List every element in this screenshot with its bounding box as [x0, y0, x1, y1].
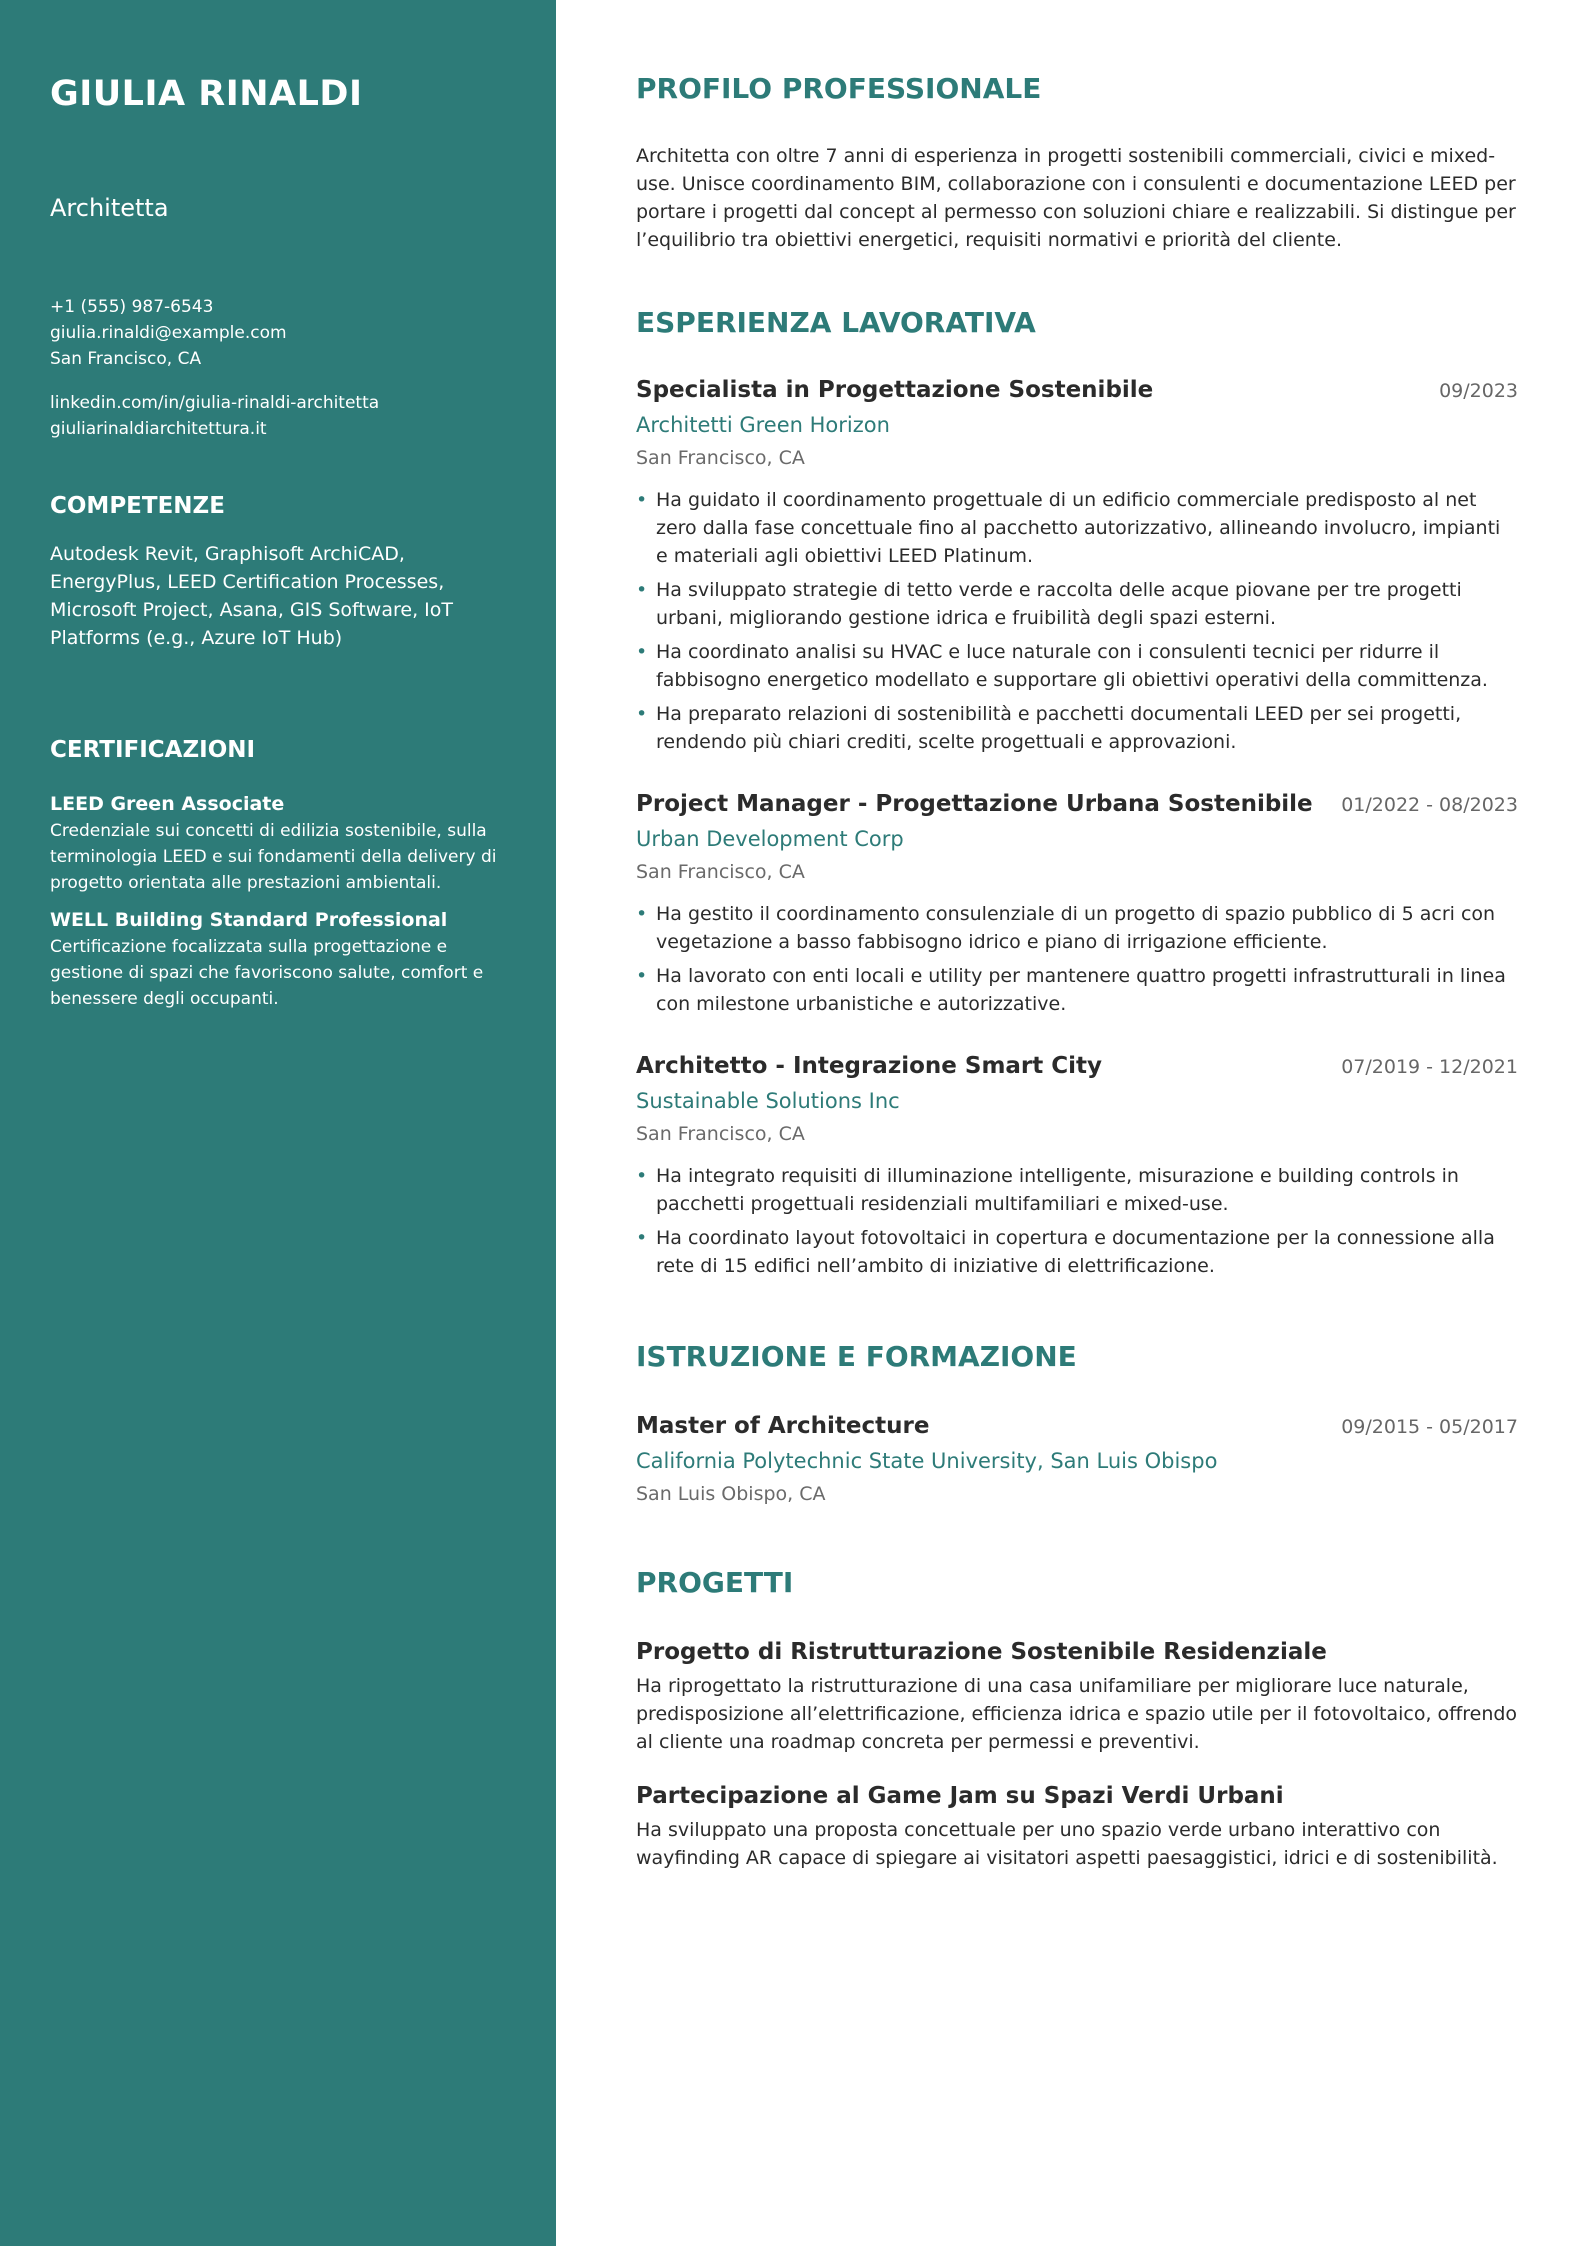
job-bullets — [636, 900, 1518, 1018]
education-header — [636, 1410, 1518, 1442]
cert-title: WELL Building Standard Professional — [50, 909, 448, 931]
job-bullet: • Ha coordinato analisi su HVAC e luce naturale con i consulenti tecnici per ridurre il fabbisogno energetico modellato e supportare gli obiettivi operativi della committenza. — [636, 638, 1518, 694]
cert-item — [50, 790, 506, 896]
school-location: San Luis Obispo, CA — [636, 1483, 826, 1505]
project-desc: Ha sviluppato una proposta concettuale per uno spazio verde urbano interattivo con wayfinding AR capace di spiegare ai visitatori aspetti paesaggistici, idrici e di sostenibilità. — [636, 1819, 1498, 1869]
skills-text: Autodesk Revit, Graphisoft ArchiCAD, EnergyPlus, LEED Certification Processes, Microsoft Project, Asana, GIS Software, IoT Platforms (e.g., Azure IoT Hub) — [50, 543, 453, 649]
job-entry — [636, 1050, 1518, 1280]
degree-title: Master of Architecture — [636, 1413, 930, 1439]
job-dates: 01/2022 - 08/2023 — [1341, 794, 1518, 816]
job-company: Urban Development Corp — [636, 827, 904, 851]
contact-email[interactable]: giulia.rinaldi@example.com — [50, 323, 287, 343]
job-header — [636, 788, 1518, 820]
project-title: Partecipazione al Game Jam su Spazi Verdi Urbani — [636, 1783, 1284, 1809]
education-entry — [636, 1410, 1518, 1508]
job-bullets — [636, 1162, 1518, 1280]
certifications-list — [50, 790, 506, 1012]
education-heading: ISTRUZIONE E FORMAZIONE — [636, 1340, 1077, 1373]
job-entry — [636, 374, 1518, 756]
job-title: Specialista in Progettazione Sostenibile — [636, 377, 1154, 403]
candidate-role: Architetta — [50, 194, 169, 222]
job-company: Sustainable Solutions Inc — [636, 1089, 900, 1113]
job-bullet: • Ha lavorato con enti locali e utility per mantenere quattro progetti infrastrutturali in linea con milestone urbanistiche e autorizzative. — [636, 962, 1518, 1018]
job-entry — [636, 788, 1518, 1018]
profile-heading: PROFILO PROFESSIONALE — [636, 72, 1042, 105]
job-company: Architetti Green Horizon — [636, 413, 890, 437]
sidebar — [0, 0, 556, 2246]
profile-text: Architetta con oltre 7 anni di esperienza in progetti sostenibili commerciali, civici e mixed-use. Unisce coordinamento BIM, collaborazione con i consulenti e documentazione LEED per portare i progetti dal concept al permesso con soluzioni chiare e realizzabili. Si distingue per l’equilibrio tra obiettivi energetici, requisiti normativi e priorità del cliente. — [636, 145, 1516, 251]
job-title: Architetto - Integrazione Smart City — [636, 1053, 1103, 1079]
job-header — [636, 1050, 1518, 1082]
cert-item — [50, 906, 506, 1012]
job-header — [636, 374, 1518, 406]
main-content — [556, 0, 1588, 2246]
projects-heading: PROGETTI — [636, 1566, 794, 1599]
contact-location: San Francisco, CA — [50, 349, 202, 369]
skills-heading: COMPETENZE — [50, 493, 225, 519]
job-title: Project Manager - Progettazione Urbana Sostenibile — [636, 791, 1313, 817]
job-bullet: • Ha gestito il coordinamento consulenziale di un progetto di spazio pubblico di 5 acri con vegetazione a basso fabbisogno idrico e piano di irrigazione efficiente. — [636, 900, 1518, 956]
job-dates: 09/2023 — [1439, 380, 1518, 402]
education-dates: 09/2015 - 05/2017 — [1341, 1416, 1518, 1438]
job-dates: 07/2019 - 12/2021 — [1341, 1056, 1518, 1078]
school-name: California Polytechnic State University, San Luis Obispo — [636, 1449, 1218, 1473]
job-bullet: • Ha integrato requisiti di illuminazione intelligente, misurazione e building controls in pacchetti progettuali residenziali multifamiliari e mixed-use. — [636, 1162, 1518, 1218]
job-location: San Francisco, CA — [636, 447, 805, 469]
certifications-heading: CERTIFICAZIONI — [50, 737, 256, 763]
job-bullet: • Ha preparato relazioni di sostenibilità e pacchetti documentali LEED per sei progetti, rendendo più chiari crediti, scelte progettuali e approvazioni. — [636, 700, 1518, 756]
cert-desc: Certificazione focalizzata sulla progettazione e gestione di spazi che favoriscono salute, comfort e benessere degli occupanti. — [50, 937, 484, 1009]
links-block — [50, 390, 506, 442]
candidate-name: GIULIA RINALDI — [50, 74, 363, 114]
job-location: San Francisco, CA — [636, 1123, 805, 1145]
contact-phone[interactable]: +1 (555) 987-6543 — [50, 297, 214, 317]
project-entry — [636, 1780, 1518, 1872]
job-bullet: • Ha sviluppato strategie di tetto verde e raccolta delle acque piovane per tre progetti urbani, migliorando gestione idrica e fruibilità degli spazi esterni. — [636, 576, 1518, 632]
project-entry — [636, 1636, 1518, 1756]
contact-block — [50, 294, 506, 372]
cert-title: LEED Green Associate — [50, 793, 285, 815]
project-title: Progetto di Ristrutturazione Sostenibile Residenziale — [636, 1639, 1327, 1665]
cert-desc: Credenziale sui concetti di edilizia sostenibile, sulla terminologia LEED e sui fondamenti della delivery di progetto orientata alle prestazioni ambientali. — [50, 821, 497, 893]
job-bullet: • Ha coordinato layout fotovoltaici in copertura e documentazione per la connessione alla rete di 15 edifici nell’ambito di iniziative di elettrificazione. — [636, 1224, 1518, 1280]
website-link[interactable]: giuliarinaldiarchitettura.it — [50, 419, 267, 439]
job-location: San Francisco, CA — [636, 861, 805, 883]
job-bullets — [636, 486, 1518, 756]
linkedin-link[interactable]: linkedin.com/in/giulia-rinaldi-architetta — [50, 393, 380, 413]
experience-heading: ESPERIENZA LAVORATIVA — [636, 306, 1036, 339]
project-desc: Ha riprogettato la ristrutturazione di una casa unifamiliare per migliorare luce naturale, predisposizione all’elettrificazione, efficienza idrica e spazio utile per il fotovoltaico, offrendo al cliente una roadmap concreta per permessi e preventivi. — [636, 1675, 1518, 1753]
job-bullet: • Ha guidato il coordinamento progettuale di un edificio commerciale predisposto al net zero dalla fase concettuale fino al pacchetto autorizzativo, allineando involucro, impianti e materiali agli obiettivi LEED Platinum. — [636, 486, 1518, 570]
